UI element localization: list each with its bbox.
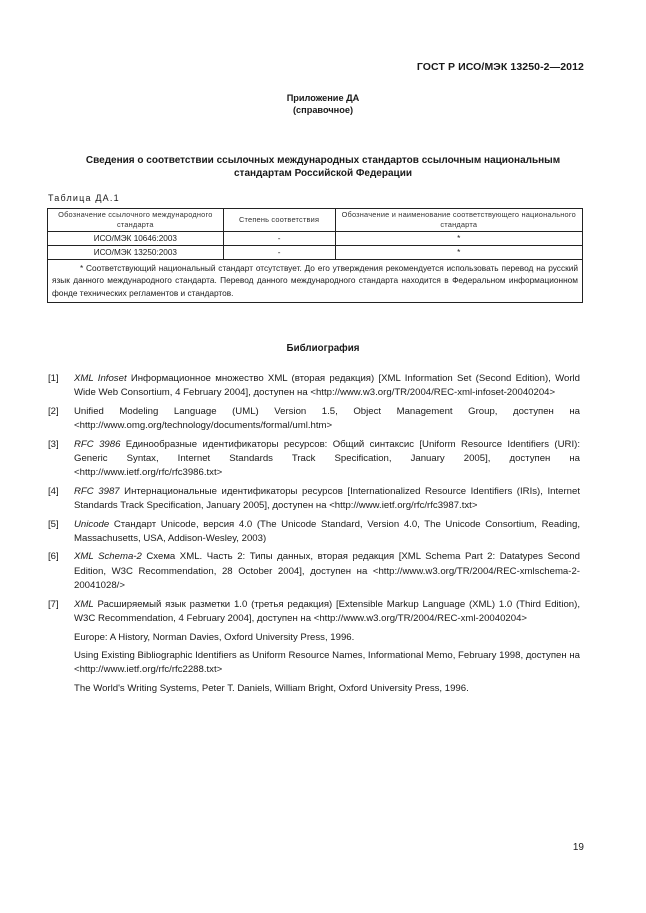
bibliography-entry <box>48 438 580 481</box>
entry-number: [6] <box>48 551 59 563</box>
correspondence-table <box>47 208 583 303</box>
entry-body: Интернациональные идентификаторы ресурсов [Internationalized Resource Identifiers (IRIs), Internet Standards Track Specification, January 2005], доступен на <http://www.ietf.org/rfc/rfc3987.txt> <box>74 485 580 512</box>
entry-number: [7] <box>48 598 59 610</box>
annex-heading <box>0 92 646 116</box>
table-note-row <box>48 260 583 303</box>
table-cell: * <box>335 246 583 260</box>
bibliography-title: Библиография <box>286 343 360 354</box>
table-header-row <box>48 209 583 232</box>
table-header-cell: Обозначение ссылочного международного стандарта <box>48 209 224 232</box>
table-cell: ИСО/МЭК 13250:2003 <box>48 246 224 260</box>
entry-text <box>74 372 580 401</box>
entry-lead: Unicode <box>74 518 110 530</box>
bibliography-extra-entry <box>48 631 580 645</box>
bibliography-entry <box>48 372 580 401</box>
entry-text <box>74 550 580 593</box>
bibliography-entry <box>48 485 580 514</box>
entry-lead: RFC 3986 <box>74 438 121 450</box>
table-row <box>48 232 583 246</box>
table-footnote <box>48 260 583 303</box>
table-caption: Таблица ДА.1 <box>48 193 120 203</box>
table-cell: * <box>335 232 583 246</box>
section-title <box>48 154 598 180</box>
entry-text <box>74 405 580 434</box>
bibliography-extra-entry <box>48 649 580 678</box>
entry-text: Europe: A History, Norman Davies, Oxford University Press, 1996. <box>74 631 355 643</box>
annex-subtitle: (справочное) <box>292 105 353 115</box>
standard-code-header: ГОСТ Р ИСО/МЭК 13250-2—2012 <box>416 61 584 73</box>
entry-body: Единообразные идентификаторы ресурсов: Общий синтаксис [Uniform Resource Identifiers (URI): Generic Syntax, Internet Standards Track Specification, January 2005], доступен на <http://www.ietf.org/rfc/rfc3986.txt> <box>74 438 580 479</box>
bibliography-entry <box>48 550 580 593</box>
entry-text: Using Existing Bibliographic Identifiers as Uniform Resource Names, Informational Memo, February 1998, доступен на <http://www.ietf.org/rfc/rfc2288.txt> <box>74 649 580 676</box>
table-header-cell: Обозначение и наименование соответствующего национального стандарта <box>335 209 583 232</box>
entry-body: Unified Modeling Language (UML) Version 1.5, Object Management Group, доступен на <http://www.omg.org/technology/documents/formal/uml.htm> <box>74 405 580 432</box>
entry-text <box>74 485 580 514</box>
bibliography-entry <box>48 405 580 434</box>
annex-title: Приложение ДА <box>286 93 360 103</box>
entry-text <box>74 438 580 481</box>
bibliography-list <box>48 372 580 700</box>
table-cell: ИСО/МЭК 10646:2003 <box>48 232 224 246</box>
table-cell: - <box>223 232 335 246</box>
entry-text <box>74 598 580 627</box>
entry-lead: XML Infoset <box>74 373 127 384</box>
page-number: 19 <box>572 842 584 853</box>
entry-body: Информационное множество XML (вторая редакция) [XML Information Set (Second Edition), World Wide Web Consortium, 4 February 2004], доступен на <http://www.w3.org/TR/2004/REC-xml-infoset-20040204> <box>74 373 580 399</box>
bibliography-extra-entry <box>48 682 580 696</box>
entry-number: [1] <box>48 373 59 384</box>
table-cell: - <box>223 246 335 260</box>
table-footnote-text: * Соответствующий национальный стандарт отсутствует. До его утверждения рекомендуется использовать перевод на русский язык данного международного стандарта. Перевод данного международного стандарта находится в Федеральном информационном фонде технических регламентов и стандартов. <box>52 263 578 298</box>
entry-text <box>74 518 580 547</box>
bibliography-entry <box>48 598 580 627</box>
entry-number: [5] <box>48 518 59 530</box>
entry-body: Расширяемый язык разметки 1.0 (третья редакция) [Extensible Markup Language (XML) 1.0 (Third Edition), W3C Recommendation, 4 February 2004], доступен на <http://www.w3.org/TR/2004/REC-xml-20040204> <box>74 598 580 625</box>
table-header-cell: Степень соответствия <box>223 209 335 232</box>
section-title-line-1: Сведения о соответствии ссылочных международных стандартов ссылочным национальным <box>85 155 561 166</box>
entry-lead: XML <box>74 598 94 610</box>
table-row <box>48 246 583 260</box>
entry-number: [3] <box>48 438 59 450</box>
bibliography-entry <box>48 518 580 547</box>
entry-number: [2] <box>48 405 59 417</box>
section-title-line-2: стандартам Российской Федерации <box>234 168 412 179</box>
entry-text: The World's Writing Systems, Peter T. Daniels, William Bright, Oxford University Press, 1996. <box>74 682 469 694</box>
entry-body: Схема XML. Часть 2: Типы данных, вторая редакция [XML Schema Part 2: Datatypes Second Edition, W3C Recommendation, 28 October 2004], доступен на <http://www.w3.org/TR/2004/REC-xmlschema-2-20041028/> <box>74 551 580 592</box>
entry-body: Стандарт Unicode, версия 4.0 (The Unicode Standard, Version 4.0, The Unicode Consortium, Reading, Massachusetts, USA, Addison-Wesley, 2003) <box>74 518 580 545</box>
entry-lead: RFC 3987 <box>74 485 120 497</box>
entry-number: [4] <box>48 485 59 497</box>
entry-lead: XML Schema-2 <box>74 551 142 563</box>
